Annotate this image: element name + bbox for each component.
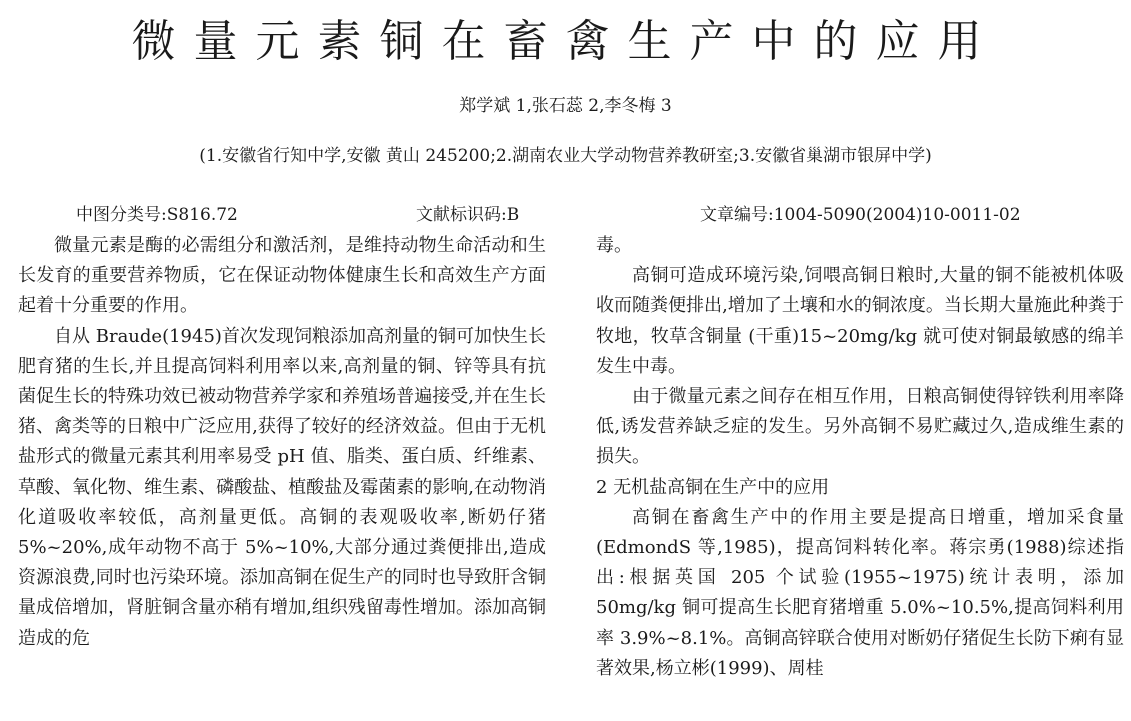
affiliations: (1.安徽省行知中学,安徽 黄山 245200;2.湖南农业大学动物营养教研室;3.安徽省巢湖市银屏中学) [199,146,932,166]
left-column [18,231,546,654]
paragraph: 高铜在畜禽生产中的作用主要是提高日增重，增加采食量 (EdmondS 等,1985)，提高饲料转化率。蒋宗勇(1988)综述指出:根据英国 205 个试验(1955~1975)统计表明，添加 50mg/kg 铜可提高生长肥育猪增重 5.0%~10.5%,提高饲料利用率 3.9%~8.1%。高铜高锌联合使用对断奶仔猪促生长防下痢有显著效果,杨立彬(1999)、周桂 [596,506,1124,679]
paragraph: 高铜可造成环境污染,饲喂高铜日粮时,大量的铜不能被机体吸收而随粪便排出,增加了土壤和水的铜浓度。当长期大量施此种粪于牧地，牧草含铜量 (干重)15~20mg/kg 就可使对铜最敏感的绵羊发生中毒。 [596,265,1124,377]
paragraph: 微量元素是酶的必需组分和激活剂，是维持动物生命活动和生长发育的重要营养物质，它在保证动物体健康生长和高效生产方面起着十分重要的作用。 [18,235,546,317]
author-list: 郑学斌 1,张石蕊 2,李冬梅 3 [459,96,672,116]
paragraph-continuation: 毒。 [596,235,632,256]
paragraph: 自从 Braude(1945)首次发现饲粮添加高剂量的铜可加快生长肥育猪的生长,并且提高饲料利用率以来,高剂量的铜、锌等具有抗菌促生长的特殊功效已被动物营养学家和养殖场普遍接受,并在生长猪、禽类等的日粮中广泛应用,获得了较好的经济效益。但由于无机盐形式的微量元素其利用率易受 pH 值、脂类、蛋白质、纤维素、草酸、氧化物、维生素、磷酸盐、植酸盐及霉菌素的影响,在动物消化道吸收率较低，高剂量更低。高铜的表观吸收率,断奶仔猪 5%~20%,成年动物不高于 5%~10%,大部分通过粪便排出,造成资源浪费,同时也污染环境。添加高铜在促生产的同时也导致肝含铜量成倍增加，肾脏铜含量亦稍有增加,组织残留毒性增加。添加高铜造成的危 [18,325,546,649]
section-heading: 2 无机盐高铜在生产中的应用 [596,476,830,498]
document-code: 文献标识码:B [416,205,520,225]
right-column [596,231,1124,684]
clc-number: 中图分类号:S816.72 [76,205,238,225]
article-title: 微量元素铜在畜禽生产中的应用 [131,16,1000,67]
paragraph: 由于微量元素之间存在相互作用，日粮高铜使得锌铁利用率降低,诱发营养缺乏症的发生。另外高铜不易贮藏过久,造成维生素的损失。 [596,386,1124,468]
article-number: 文章编号:1004-5090(2004)10-0011-02 [700,205,1021,225]
